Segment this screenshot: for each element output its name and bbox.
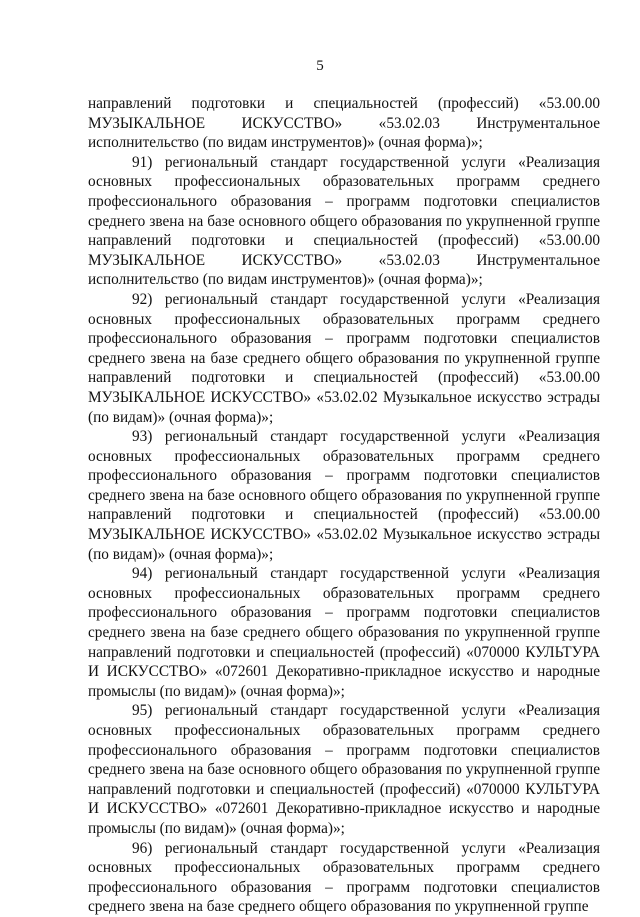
- list-item-96: 96) региональный стандарт государственной услуги «Реализация основных профессиональных образовательных программ среднего профессионального образования – программ подготовки специалистов среднего звена на базе среднего общего образования по укрупненной группе: [88, 839, 600, 916]
- list-item-94: 94) региональный стандарт государственной услуги «Реализация основных профессиональных образовательных программ среднего профессионального образования – программ подготовки специалистов среднего звена на базе среднего общего образования по укрупненной группе направлений подготовки и специальностей (профессий) «070000 КУЛЬТУРА И ИСКУССТВО» «072601 Декоративно-прикладное искусство и народные промыслы (по видам)» (очная форма)»;: [88, 565, 600, 700]
- document-body: [88, 94, 600, 917]
- page-number: 5: [316, 58, 324, 74]
- list-item-95: 95) региональный стандарт государственной услуги «Реализация основных профессиональных образовательных программ среднего профессионального образования – программ подготовки специалистов среднего звена на базе основного общего образования по укрупненной группе направлений подготовки и специальностей (профессий) «070000 КУЛЬТУРА И ИСКУССТВО» «072601 Декоративно-прикладное искусство и народные промыслы (по видам)» (очная форма)»;: [88, 702, 600, 837]
- paragraph-continuation: направлений подготовки и специальностей (профессий) «53.00.00 МУЗЫКАЛЬНОЕ ИСКУССТВО» «53.02.03 Инструментальное исполнительство (по видам инструментов)» (очная форма)»;: [88, 95, 600, 152]
- list-item-91: 91) региональный стандарт государственной услуги «Реализация основных профессиональных образовательных программ среднего профессионального образования – программ подготовки специалистов среднего звена на базе основного общего образования по укрупненной группе направлений подготовки и специальностей (профессий) «53.00.00 МУЗЫКАЛЬНОЕ ИСКУССТВО» «53.02.03 Инструментальное исполнительство (по видам инструментов)» (очная форма)»;: [88, 153, 600, 289]
- list-item-92: 92) региональный стандарт государственной услуги «Реализация основных профессиональных образовательных программ среднего профессионального образования – программ подготовки специалистов среднего звена на базе среднего общего образования по укрупненной группе направлений подготовки и специальностей (профессий) «53.00.00 МУЗЫКАЛЬНОЕ ИСКУССТВО» «53.02.02 Музыкальное искусство эстрады (по видам)» (очная форма)»;: [88, 290, 600, 426]
- list-item-93: 93) региональный стандарт государственной услуги «Реализация основных профессиональных образовательных программ среднего профессионального образования – программ подготовки специалистов среднего звена на базе основного общего образования по укрупненной группе направлений подготовки и специальностей (профессий) «53.00.00 МУЗЫКАЛЬНОЕ ИСКУССТВО» «53.02.02 Музыкальное искусство эстрады (по видам)» (очная форма)»;: [88, 428, 600, 563]
